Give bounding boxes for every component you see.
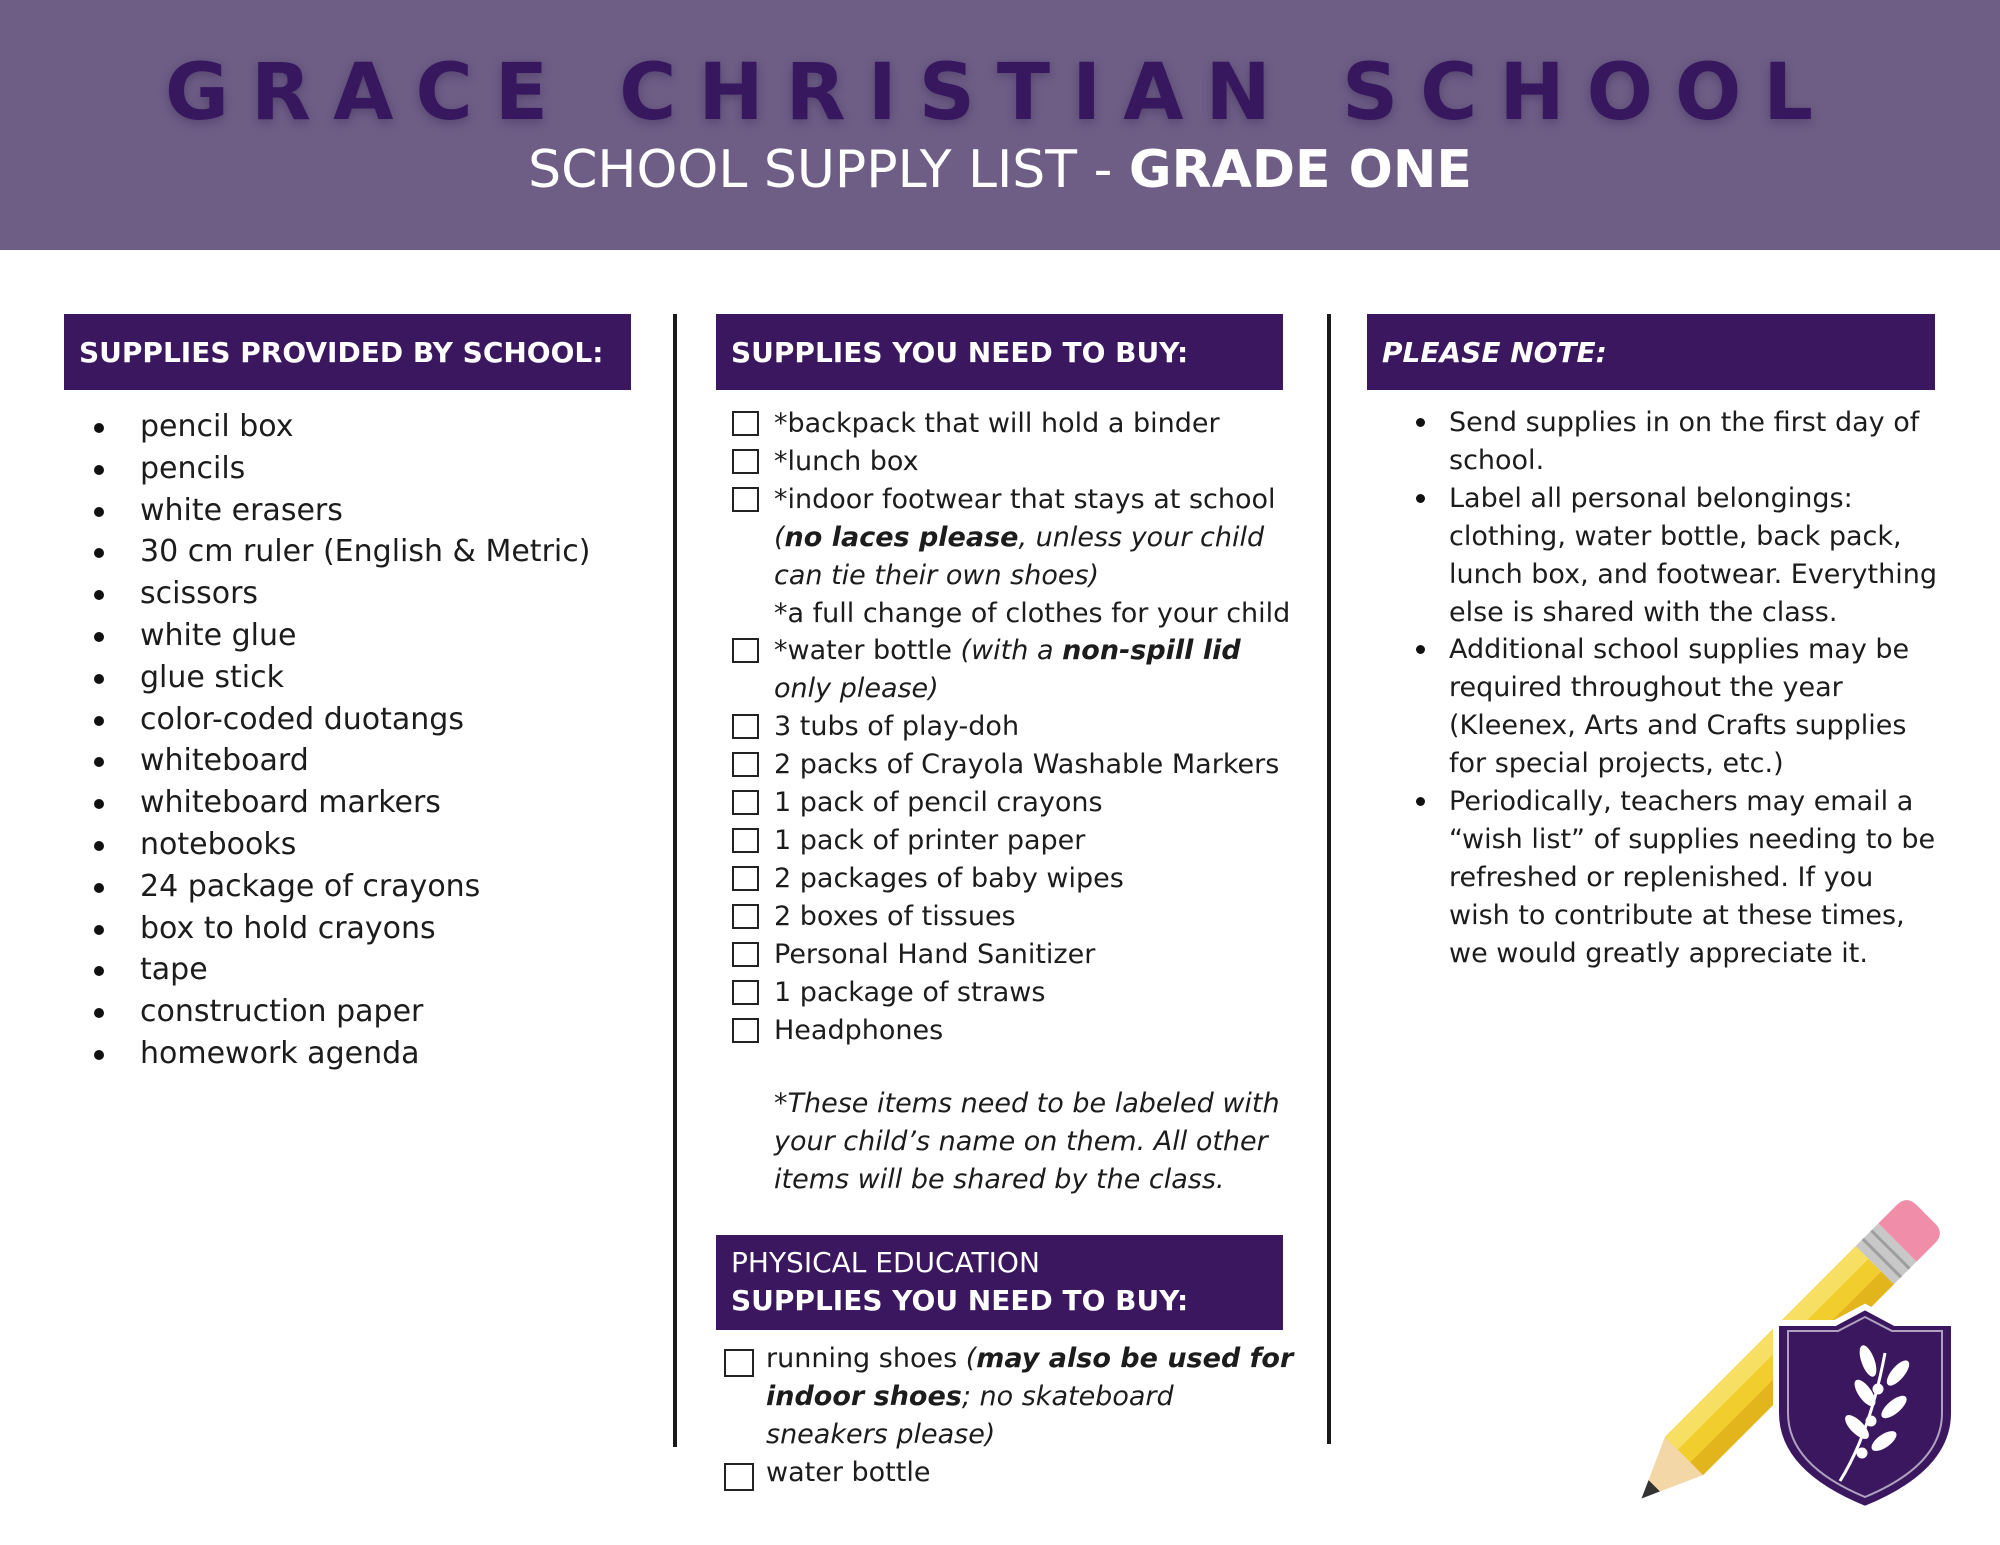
item-label: Headphones bbox=[774, 1014, 944, 1046]
provided-by-school-heading: SUPPLIES PROVIDED BY SCHOOL: bbox=[64, 314, 631, 390]
note-item: Label all personal belongings: clothing, water bottle, back pack, lunch box, and footwear. Everything else is shared with the class. bbox=[1380, 480, 1940, 632]
checkbox[interactable] bbox=[732, 790, 759, 815]
checklist-item bbox=[732, 595, 1298, 633]
list-item: box to hold crayons bbox=[64, 908, 664, 950]
list-item: whiteboard bbox=[64, 740, 664, 782]
checkbox[interactable] bbox=[732, 942, 759, 967]
note-item: Additional school supplies may be required throughout the year (Kleenex, Arts and Crafts supplies for special projects, etc.) bbox=[1380, 631, 1940, 783]
note-item: Periodically, teachers may email a “wish list” of supplies needing to be refreshed or replenished. If you wish to contribute at these times, we would greatly appreciate it. bbox=[1380, 783, 1940, 973]
list-item: homework agenda bbox=[64, 1033, 664, 1075]
checklist-item bbox=[732, 936, 1298, 974]
checkbox[interactable] bbox=[732, 487, 759, 512]
checklist-item bbox=[732, 974, 1298, 1012]
checklist-item bbox=[724, 1454, 1299, 1492]
item-label: 2 packages of baby wipes bbox=[774, 862, 1124, 894]
item-note: (with a non-spill lid only please) bbox=[774, 635, 1241, 705]
item-label: 1 package of straws bbox=[774, 976, 1046, 1008]
note-item: Send supplies in on the first day of school. bbox=[1380, 404, 1940, 480]
checklist-item bbox=[732, 822, 1298, 860]
item-label: water bottle bbox=[766, 1456, 931, 1488]
list-item: color-coded duotangs bbox=[64, 699, 664, 741]
checklist-item bbox=[732, 898, 1298, 936]
list-item: notebooks bbox=[64, 824, 664, 866]
labeling-footnote: *These items need to be labeled with your child’s name on them. All other items will be shared by the class. bbox=[774, 1088, 1280, 1195]
checkbox[interactable] bbox=[732, 638, 759, 663]
checklist-item bbox=[732, 632, 1298, 708]
list-item: 24 package of crayons bbox=[64, 866, 664, 908]
note-emphasis: may also be used for indoor shoes bbox=[766, 1343, 1294, 1412]
school-name: GRACE CHRISTIAN SCHOOL bbox=[165, 48, 1835, 138]
checkbox[interactable] bbox=[732, 449, 759, 474]
list-item: white glue bbox=[64, 615, 664, 657]
pe-supplies-heading bbox=[716, 1235, 1283, 1330]
list-item: white erasers bbox=[64, 490, 664, 532]
subtitle-prefix: SCHOOL SUPPLY LIST - bbox=[528, 140, 1129, 200]
item-label: 2 boxes of tissues bbox=[774, 900, 1016, 932]
school-crest-icon bbox=[1770, 1303, 1960, 1513]
item-label: 2 packs of Crayola Washable Markers bbox=[774, 749, 1280, 781]
checkbox[interactable] bbox=[732, 752, 759, 777]
checkbox[interactable] bbox=[732, 980, 759, 1005]
list-item: 30 cm ruler (English & Metric) bbox=[64, 531, 664, 573]
supply-list-title bbox=[0, 140, 2000, 200]
item-note: (no laces please, unless your child can tie their own shoes) bbox=[774, 521, 1265, 591]
item-label: *indoor footwear that stays at school bbox=[774, 483, 1276, 515]
item-label: 3 tubs of play-doh bbox=[774, 711, 1020, 743]
checkbox[interactable] bbox=[732, 714, 759, 739]
pe-heading-line1: PHYSICAL EDUCATION bbox=[731, 1246, 1040, 1279]
grade-label: GRADE ONE bbox=[1128, 140, 1472, 200]
item-label: *lunch box bbox=[774, 445, 919, 477]
checklist-item bbox=[732, 1012, 1298, 1050]
please-note-list bbox=[1380, 404, 1940, 973]
item-note: (may also be used for indoor shoes; no skateboard sneakers please) bbox=[766, 1343, 1294, 1450]
supplies-to-buy-heading: SUPPLIES YOU NEED TO BUY: bbox=[716, 314, 1283, 390]
list-item: construction paper bbox=[64, 991, 664, 1033]
provided-supplies-list bbox=[64, 406, 664, 1075]
list-item: tape bbox=[64, 949, 664, 991]
please-note-heading: PLEASE NOTE: bbox=[1367, 314, 1935, 390]
item-label: *a full change of clothes for your child bbox=[774, 597, 1291, 629]
checklist-item bbox=[732, 443, 1298, 481]
item-label: running shoes bbox=[766, 1343, 966, 1374]
item-label: Personal Hand Sanitizer bbox=[774, 938, 1096, 970]
list-item: whiteboard markers bbox=[64, 782, 664, 824]
checkbox[interactable] bbox=[724, 1463, 754, 1491]
checklist-item bbox=[732, 746, 1298, 784]
checklist-item bbox=[724, 1340, 1299, 1454]
item-label: *water bottle bbox=[774, 635, 961, 667]
note-emphasis: non-spill lid bbox=[1062, 635, 1241, 667]
checklist-item bbox=[732, 481, 1298, 595]
checklist-item bbox=[732, 784, 1298, 822]
note-emphasis: no laces please bbox=[784, 521, 1019, 553]
pe-heading-line2: SUPPLIES YOU NEED TO BUY: bbox=[731, 1284, 1189, 1317]
list-item: pencil box bbox=[64, 406, 664, 448]
column-divider-left bbox=[673, 314, 677, 1447]
list-item: scissors bbox=[64, 573, 664, 615]
checkbox[interactable] bbox=[724, 1349, 754, 1377]
column-divider-right bbox=[1327, 314, 1331, 1444]
pe-supplies-list bbox=[724, 1340, 1299, 1492]
list-item: glue stick bbox=[64, 657, 664, 699]
header-banner bbox=[0, 0, 2000, 250]
item-label: *backpack that will hold a binder bbox=[774, 408, 1220, 439]
checklist-item bbox=[732, 860, 1298, 898]
item-label: 1 pack of printer paper bbox=[774, 824, 1086, 856]
checkbox[interactable] bbox=[732, 866, 759, 891]
checkbox[interactable] bbox=[732, 411, 759, 436]
list-item: pencils bbox=[64, 448, 664, 490]
checkbox[interactable] bbox=[732, 1018, 759, 1043]
item-label: 1 pack of pencil crayons bbox=[774, 787, 1103, 819]
checkbox[interactable] bbox=[732, 904, 759, 929]
checkbox[interactable] bbox=[732, 828, 759, 853]
supplies-to-buy-list bbox=[732, 405, 1298, 1049]
checklist-item bbox=[732, 405, 1298, 443]
checklist-item bbox=[732, 708, 1298, 746]
